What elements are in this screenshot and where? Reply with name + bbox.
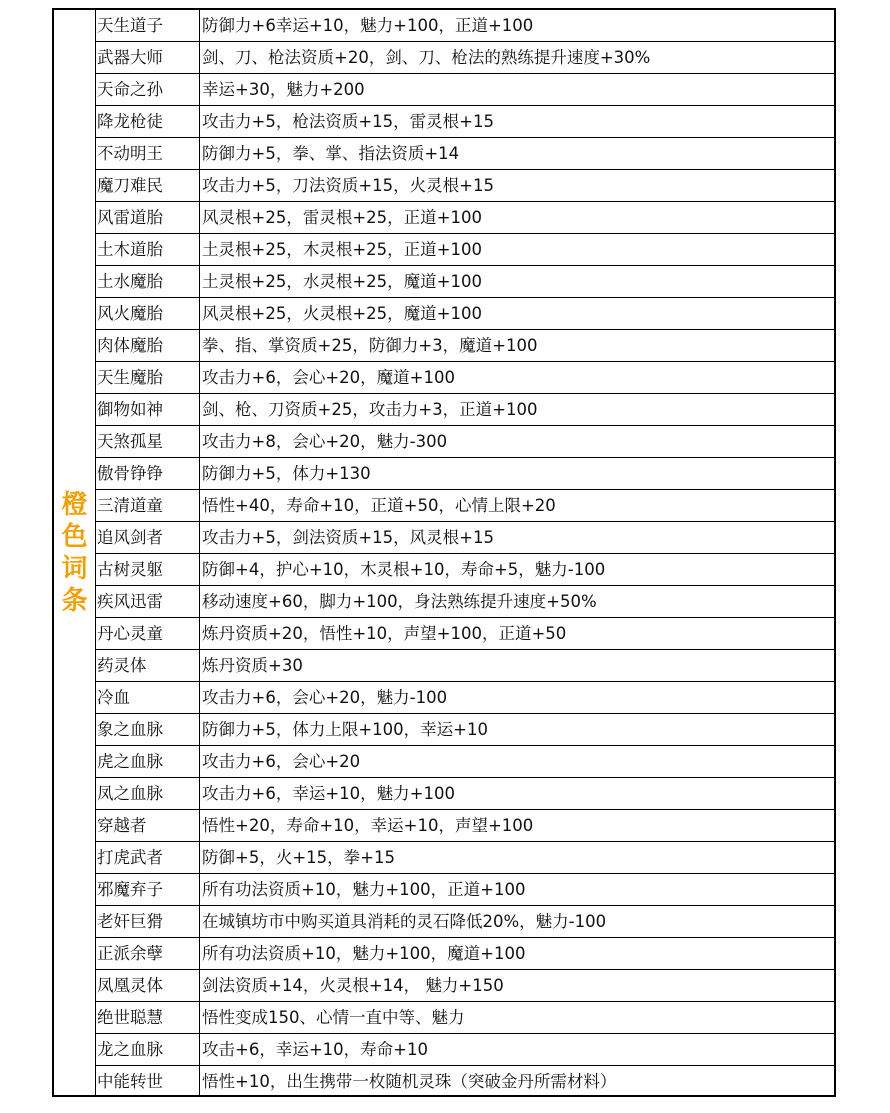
trait-name: 龙之血脉 [96, 1034, 200, 1065]
table-row [96, 362, 834, 394]
trait-effect: 剑、枪、刀资质+25，攻击力+3，正道+100 [202, 400, 538, 419]
category-char-3: 词 [61, 553, 88, 584]
table-row [96, 490, 834, 522]
trait-name: 天命之孙 [96, 74, 200, 105]
table-row [96, 1066, 834, 1098]
trait-effect: 防御+5，火+15，拳+15 [202, 848, 395, 867]
trait-name: 药灵体 [96, 650, 200, 681]
table-row [96, 106, 834, 138]
trait-effect: 在城镇坊市中购买道具消耗的灵石降低20%，魅力-100 [202, 912, 607, 931]
category-char-2: 色 [61, 521, 88, 552]
trait-name: 穿越者 [96, 810, 200, 841]
trait-name: 虎之血脉 [96, 746, 200, 777]
table-row [96, 938, 834, 970]
table-row [96, 682, 834, 714]
trait-effect: 攻击力+6，幸运+10，魅力+100 [202, 784, 455, 803]
category-char-1: 橙 [61, 489, 88, 520]
trait-effect: 悟性+10，出生携带一枚随机灵珠（突破金丹所需材料） [202, 1072, 617, 1091]
table-row [96, 394, 834, 426]
trait-name: 天煞孤星 [96, 426, 200, 457]
trait-effect: 炼丹资质+30 [202, 656, 303, 675]
table-row [96, 202, 834, 234]
trait-effect: 拳、指、掌资质+25，防御力+3，魔道+100 [202, 336, 538, 355]
table-row [96, 426, 834, 458]
trait-name: 凤凰灵体 [96, 970, 200, 1001]
table-row [96, 522, 834, 554]
table-row [96, 778, 834, 810]
trait-effect: 悟性+20，寿命+10，幸运+10，声望+100 [202, 816, 534, 835]
trait-name: 土水魔胎 [96, 266, 200, 297]
trait-effect: 防御力+5，拳、掌、指法资质+14 [202, 144, 460, 163]
table-row [96, 266, 834, 298]
table-row [96, 906, 834, 938]
trait-effect: 所有功法资质+10，魅力+100，正道+100 [202, 880, 526, 899]
trait-effect: 土灵根+25，木灵根+25，正道+100 [202, 240, 482, 259]
category-char-4: 条 [61, 585, 88, 616]
table-row [96, 42, 834, 74]
trait-effect: 炼丹资质+20，悟性+10，声望+100，正道+50 [202, 624, 567, 643]
trait-effect: 土灵根+25，水灵根+25，魔道+100 [202, 272, 482, 291]
trait-effect: 防御力+6幸运+10，魅力+100，正道+100 [202, 16, 534, 35]
trait-name: 老奸巨猾 [96, 906, 200, 937]
table-row [96, 650, 834, 682]
trait-name: 傲骨铮铮 [96, 458, 200, 489]
trait-name: 武器大师 [96, 42, 200, 73]
table-row [96, 810, 834, 842]
trait-name: 丹心灵童 [96, 618, 200, 649]
trait-effect: 剑法资质+14，火灵根+14， 魅力+150 [202, 976, 504, 995]
trait-name: 疾风迅雷 [96, 586, 200, 617]
table-row [96, 618, 834, 650]
trait-effect: 防御+4，护心+10，木灵根+10，寿命+5，魅力-100 [202, 560, 606, 579]
trait-name: 邪魔弃子 [96, 874, 200, 905]
trait-name: 不动明王 [96, 138, 200, 169]
trait-name: 凤之血脉 [96, 778, 200, 809]
trait-effect: 攻击力+8，会心+20，魅力-300 [202, 432, 448, 451]
table-row [96, 458, 834, 490]
table-row [96, 970, 834, 1002]
trait-effect: 攻击力+6，会心+20 [202, 752, 361, 771]
trait-name: 风火魔胎 [96, 298, 200, 329]
trait-effect: 攻击力+5，枪法资质+15，雷灵根+15 [202, 112, 494, 131]
table-row [96, 170, 834, 202]
category-cell [54, 10, 96, 1095]
trait-effect: 悟性变成150、心情一直中等、魅力 [202, 1008, 465, 1027]
trait-effect: 风灵根+25，雷灵根+25，正道+100 [202, 208, 482, 227]
trait-rows [96, 10, 834, 1095]
trait-name: 绝世聪慧 [96, 1002, 200, 1033]
table-row [96, 74, 834, 106]
trait-name: 追风剑者 [96, 522, 200, 553]
trait-table [52, 8, 836, 1097]
table-row [96, 586, 834, 618]
trait-effect: 风灵根+25，火灵根+25，魔道+100 [202, 304, 482, 323]
trait-name: 古树灵躯 [96, 554, 200, 585]
table-row [96, 1034, 834, 1066]
trait-effect: 防御力+5，体力上限+100，幸运+10 [202, 720, 488, 739]
trait-effect: 攻击力+5，剑法资质+15，风灵根+15 [202, 528, 494, 547]
table-row [96, 330, 834, 362]
table-row [96, 842, 834, 874]
table-row [96, 554, 834, 586]
table-row [96, 10, 834, 42]
trait-name: 打虎武者 [96, 842, 200, 873]
table-row [96, 874, 834, 906]
trait-effect: 攻击+6，幸运+10，寿命+10 [202, 1040, 428, 1059]
trait-name: 降龙枪徒 [96, 106, 200, 137]
trait-name: 魔刀难民 [96, 170, 200, 201]
trait-effect: 幸运+30，魅力+200 [202, 80, 365, 99]
trait-effect: 攻击力+6，会心+20，魅力-100 [202, 688, 448, 707]
trait-name: 冷血 [96, 682, 200, 713]
trait-name: 天生魔胎 [96, 362, 200, 393]
table-row [96, 298, 834, 330]
trait-name: 天生道子 [96, 10, 200, 41]
trait-name: 肉体魔胎 [96, 330, 200, 361]
table-row [96, 746, 834, 778]
trait-effect: 剑、刀、枪法资质+20，剑、刀、枪法的熟练提升速度+30% [202, 48, 651, 67]
table-row [96, 138, 834, 170]
trait-effect: 防御力+5，体力+130 [202, 464, 371, 483]
trait-name: 三清道童 [96, 490, 200, 521]
trait-name: 象之血脉 [96, 714, 200, 745]
trait-name: 中能转世 [96, 1066, 200, 1097]
trait-name: 御物如神 [96, 394, 200, 425]
trait-name: 风雷道胎 [96, 202, 200, 233]
trait-effect: 攻击力+6，会心+20，魔道+100 [202, 368, 455, 387]
table-row [96, 1002, 834, 1034]
trait-name: 土木道胎 [96, 234, 200, 265]
table-row [96, 714, 834, 746]
trait-effect: 移动速度+60，脚力+100，身法熟练提升速度+50% [202, 592, 597, 611]
table-row [96, 234, 834, 266]
trait-effect: 所有功法资质+10，魅力+100，魔道+100 [202, 944, 526, 963]
trait-name: 正派余孽 [96, 938, 200, 969]
trait-effect: 悟性+40，寿命+10，正道+50，心情上限+20 [202, 496, 556, 515]
trait-effect: 攻击力+5，刀法资质+15，火灵根+15 [202, 176, 494, 195]
